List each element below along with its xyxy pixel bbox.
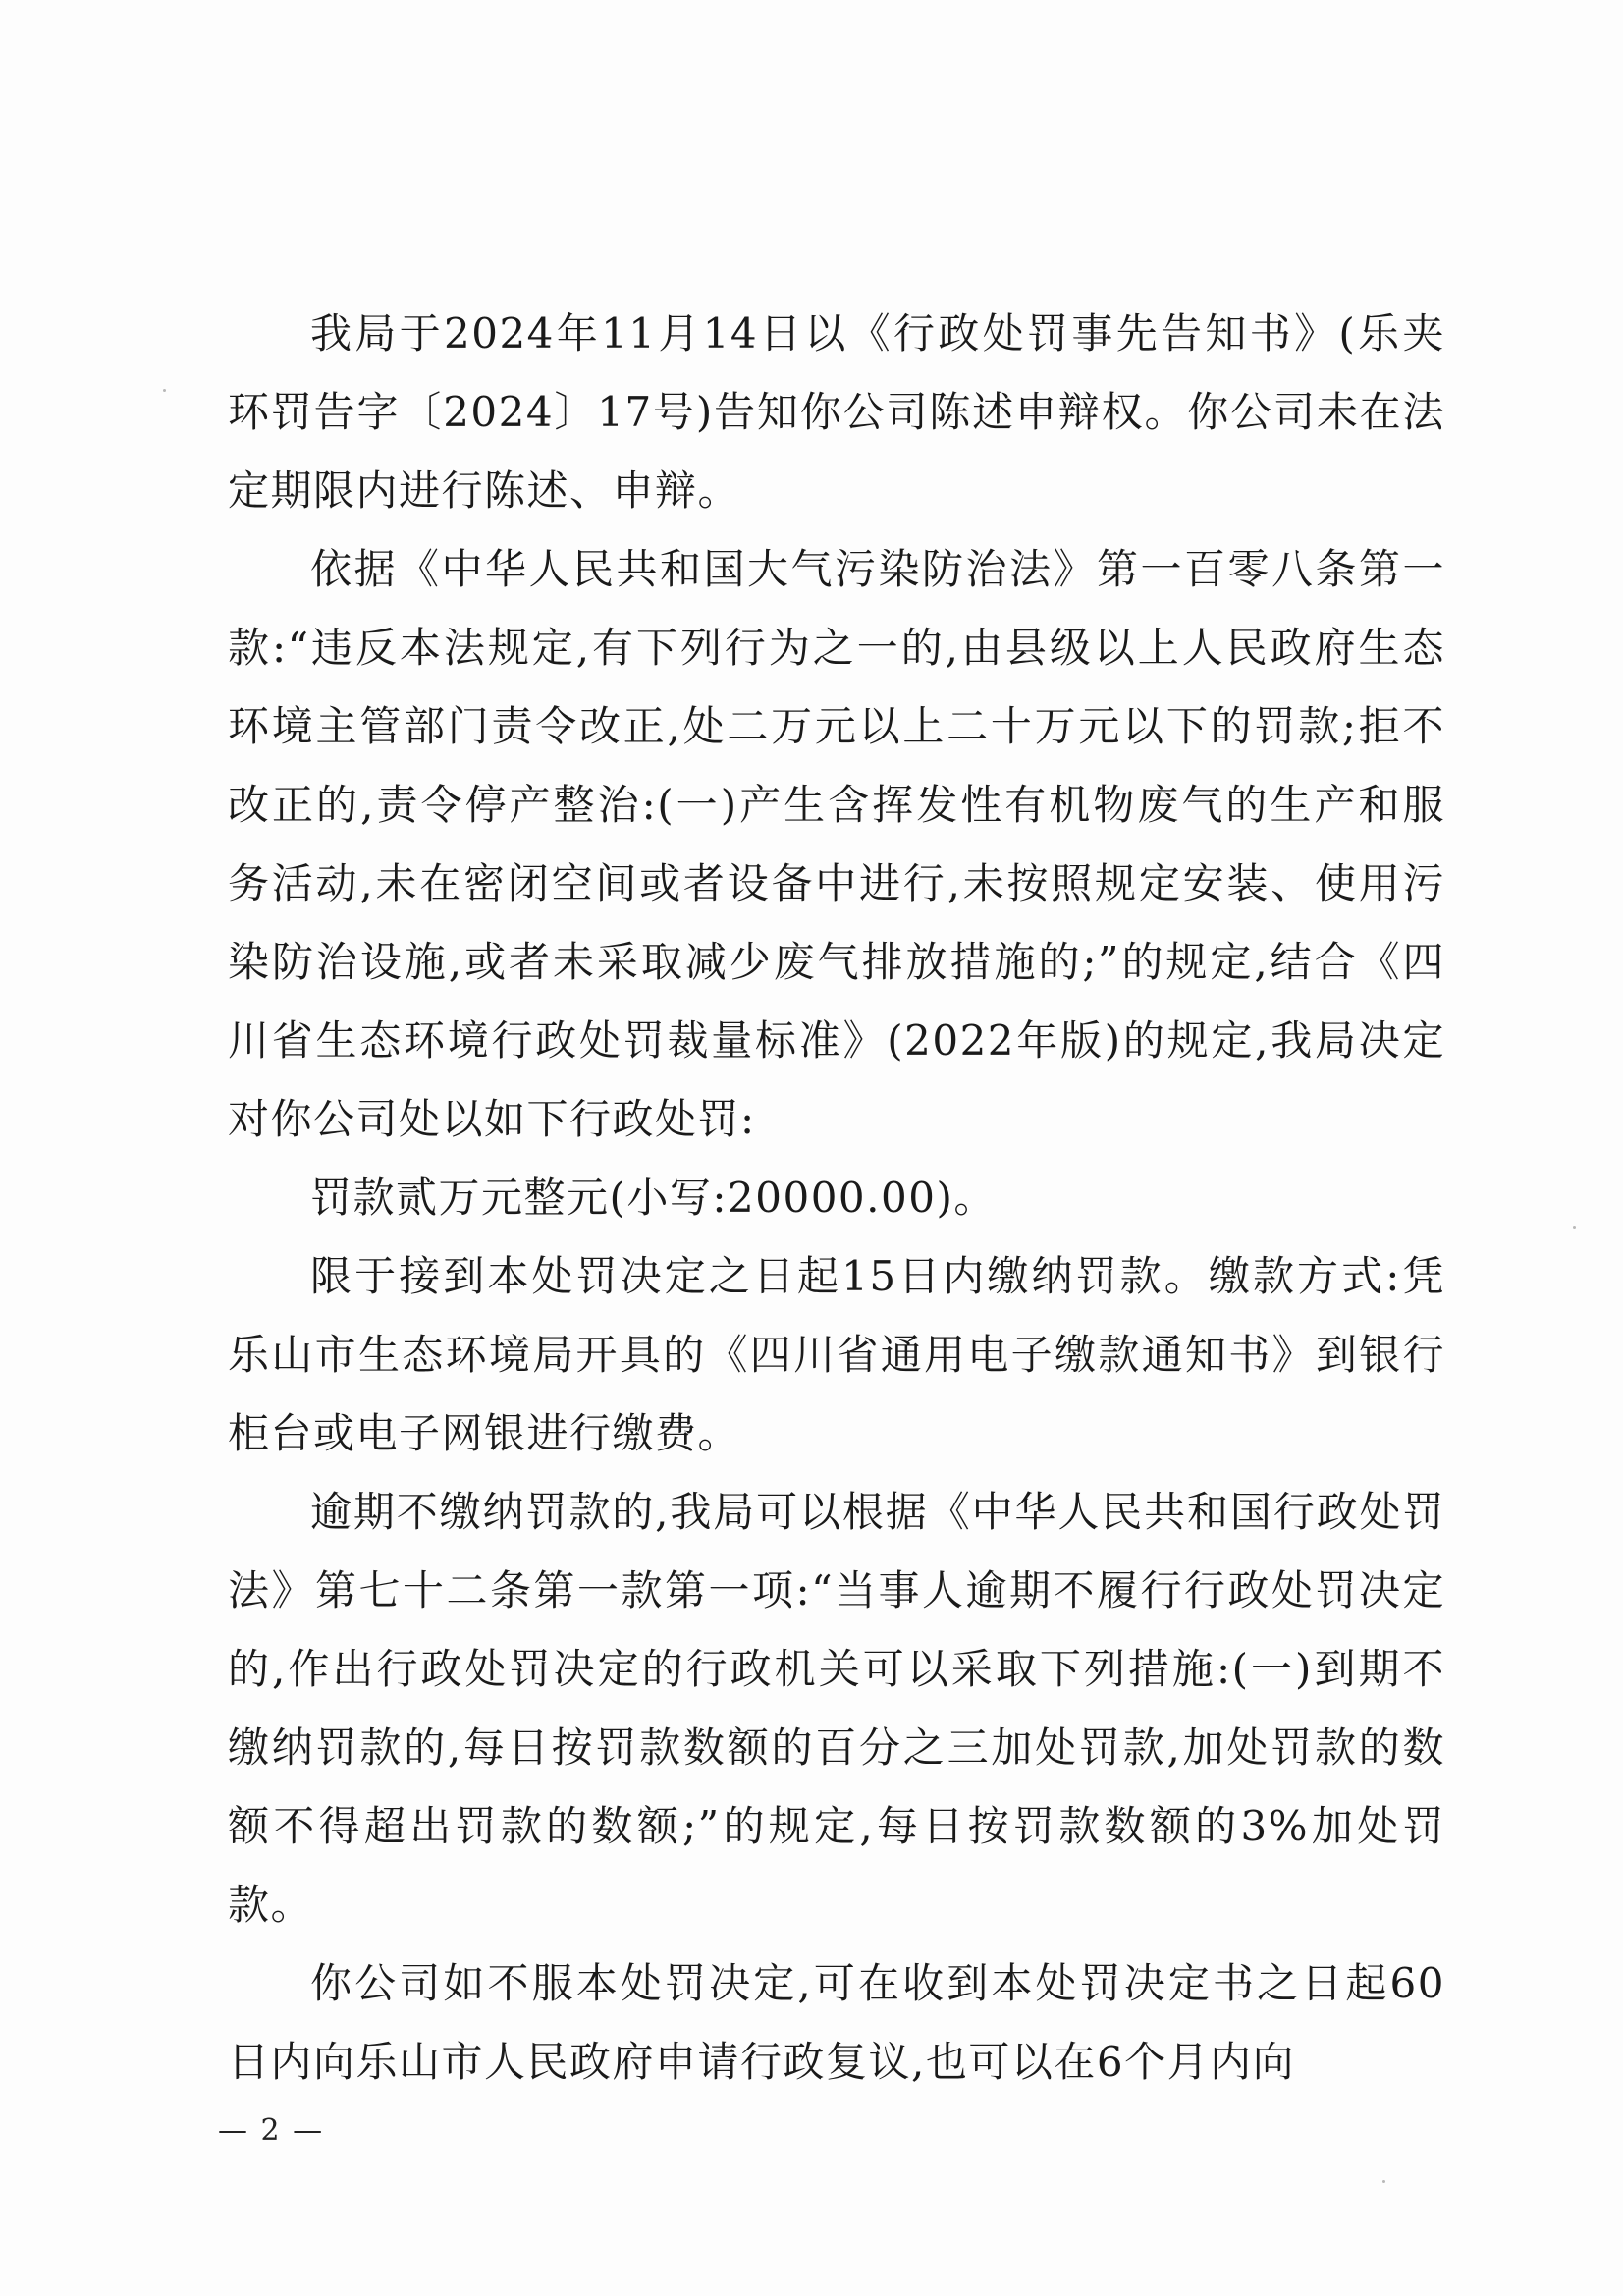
- paragraph-legal-basis: 依据《中华人民共和国大气污染防治法》第一百零八条第一款:“违反本法规定,有下列行为之一的,由县级以上人民政府生态环境主管部门责令改正,处二万元以上二十万元以下的罚款;拒不改正的,责令停产整治:(一)产生含挥发性有机物废气的生产和服务活动,未在密闭空间或者设备中进行,未按照规定安装、使用污染防治设施,或者未采取减少废气排放措施的;”的规定,结合《四川省生态环境行政处罚裁量标准》(2022年版)的规定,我局决定对你公司处以如下行政处罚:: [228, 545, 1445, 1143]
- scan-speck: [1382, 2180, 1385, 2183]
- paragraph-review-rights: 你公司如不服本处罚决定,可在收到本处罚决定书之日起60日内向乐山市人民政府申请行政复议,也可以在6个月内向: [228, 1959, 1445, 2086]
- scan-speck: [1573, 1226, 1576, 1229]
- paragraph-prior-notice: 我局于2024年11月14日以《行政处罚事先告知书》(乐夹环罚告字〔2024〕17号)告知你公司陈述申辩权。你公司未在法定期限内进行陈述、申辩。: [228, 309, 1445, 515]
- paragraph-payment-method: 限于接到本处罚决定之日起15日内缴纳罚款。缴款方式:凭乐山市生态环境局开具的《四川省通用电子缴款通知书》到银行柜台或电子网银进行缴费。: [228, 1252, 1445, 1457]
- paragraph-penalty-amount: 罚款贰万元整元(小写:20000.00)。: [310, 1174, 997, 1222]
- document-body: [228, 295, 1445, 2102]
- paragraph-late-payment: 逾期不缴纳罚款的,我局可以根据《中华人民共和国行政处罚法》第七十二条第一款第一项:“当事人逾期不履行行政处罚决定的,作出行政处罚决定的行政机关可以采取下列措施:(一)到期不缴纳罚款的,每日按罚款数额的百分之三加处罚款,加处罚款的数额不得超出罚款的数额;”的规定,每日按罚款数额的3%加处罚款。: [228, 1488, 1445, 1929]
- page-number: — 2 —: [218, 2113, 325, 2148]
- scan-speck: [163, 389, 166, 392]
